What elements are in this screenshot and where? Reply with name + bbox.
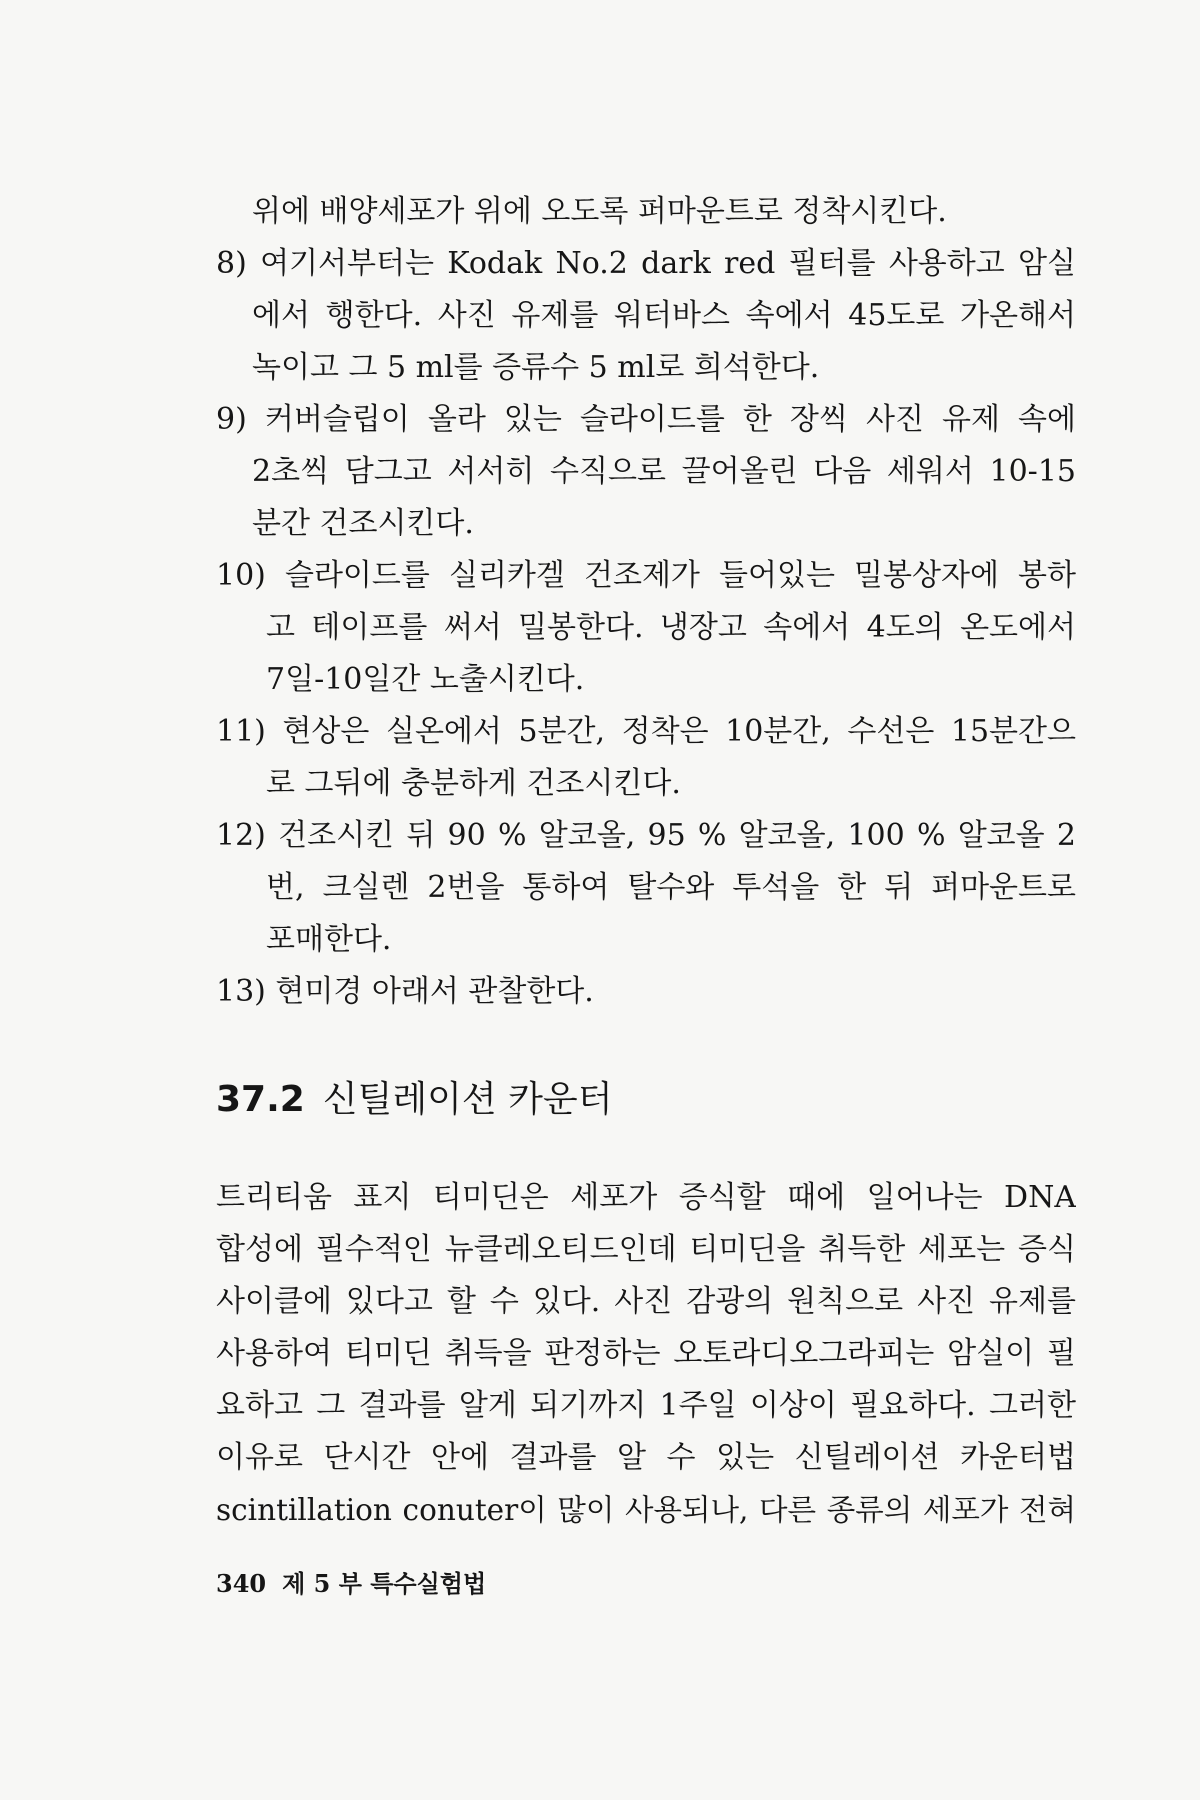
paragraph-line: 사용하여 티미딘 취득을 판정하는 오토라디오그라피는 암실이 필 — [216, 1336, 1076, 1371]
procedure-line: 2초씩 담그고 서서히 수직으로 끌어올린 다음 세워서 10-15 — [252, 454, 1076, 489]
procedure-line: 분간 건조시킨다. — [252, 506, 474, 541]
procedure-list — [216, 186, 1076, 1018]
procedure-step-11: 11) 현상은 실온에서 5분간, 정착은 10분간, 수선은 15분간으 — [216, 714, 1076, 749]
section-number: 37.2 — [216, 1079, 305, 1120]
page-footer — [216, 1564, 486, 1604]
paragraph-line: 트리티움 표지 티미딘은 세포가 증식할 때에 일어나는 DNA — [216, 1180, 1076, 1215]
procedure-line: 녹이고 그 5 ml를 증류수 5 ml로 희석한다. — [252, 350, 820, 385]
part-title: 제 5 부 특수실험법 — [282, 1569, 487, 1598]
body-paragraph — [216, 1172, 1076, 1536]
procedure-line: 로 그뒤에 충분하게 건조시킨다. — [266, 766, 681, 801]
procedure-line: 번, 크실렌 2번을 통하여 탈수와 투석을 한 뒤 퍼마운트로 — [266, 870, 1076, 905]
procedure-line: 포매한다. — [266, 922, 392, 957]
procedure-step-9: 9) 커버슬립이 올라 있는 슬라이드를 한 장씩 사진 유제 속에 — [216, 402, 1076, 437]
procedure-line: 에서 행한다. 사진 유제를 워터바스 속에서 45도로 가온해서 — [252, 298, 1076, 333]
procedure-step-8: 8) 여기서부터는 Kodak No.2 dark red 필터를 사용하고 암실 — [216, 246, 1076, 281]
procedure-line: 7일-10일간 노출시킨다. — [266, 662, 585, 697]
paragraph-line: 요하고 그 결과를 알게 되기까지 1주일 이상이 필요하다. 그러한 — [216, 1388, 1076, 1423]
procedure-step-13: 13) 현미경 아래서 관찰한다. — [216, 974, 594, 1009]
page-number: 340 — [216, 1569, 267, 1598]
section-heading — [216, 1070, 612, 1130]
procedure-step-12: 12) 건조시킨 뒤 90 % 알코올, 95 % 알코올, 100 % 알코올 2 — [216, 818, 1076, 853]
procedure-line: 위에 배양세포가 위에 오도록 퍼마운트로 정착시킨다. — [252, 194, 947, 229]
section-title: 신틸레이션 카운터 — [322, 1079, 613, 1120]
procedure-step-10: 10) 슬라이드를 실리카겔 건조제가 들어있는 밀봉상자에 봉하 — [216, 558, 1076, 593]
paragraph-line: 합성에 필수적인 뉴클레오티드인데 티미딘을 취득한 세포는 증식 — [216, 1232, 1076, 1267]
procedure-line: 고 테이프를 써서 밀봉한다. 냉장고 속에서 4도의 온도에서 — [266, 610, 1076, 645]
paragraph-line: scintillation conuter이 많이 사용되나, 다른 종류의 세포가 전혀 — [216, 1493, 1076, 1527]
paragraph-line: 이유로 단시간 안에 결과를 알 수 있는 신틸레이션 카운터법 — [216, 1440, 1076, 1475]
paragraph-line: 사이클에 있다고 할 수 있다. 사진 감광의 원칙으로 사진 유제를 — [216, 1284, 1076, 1319]
